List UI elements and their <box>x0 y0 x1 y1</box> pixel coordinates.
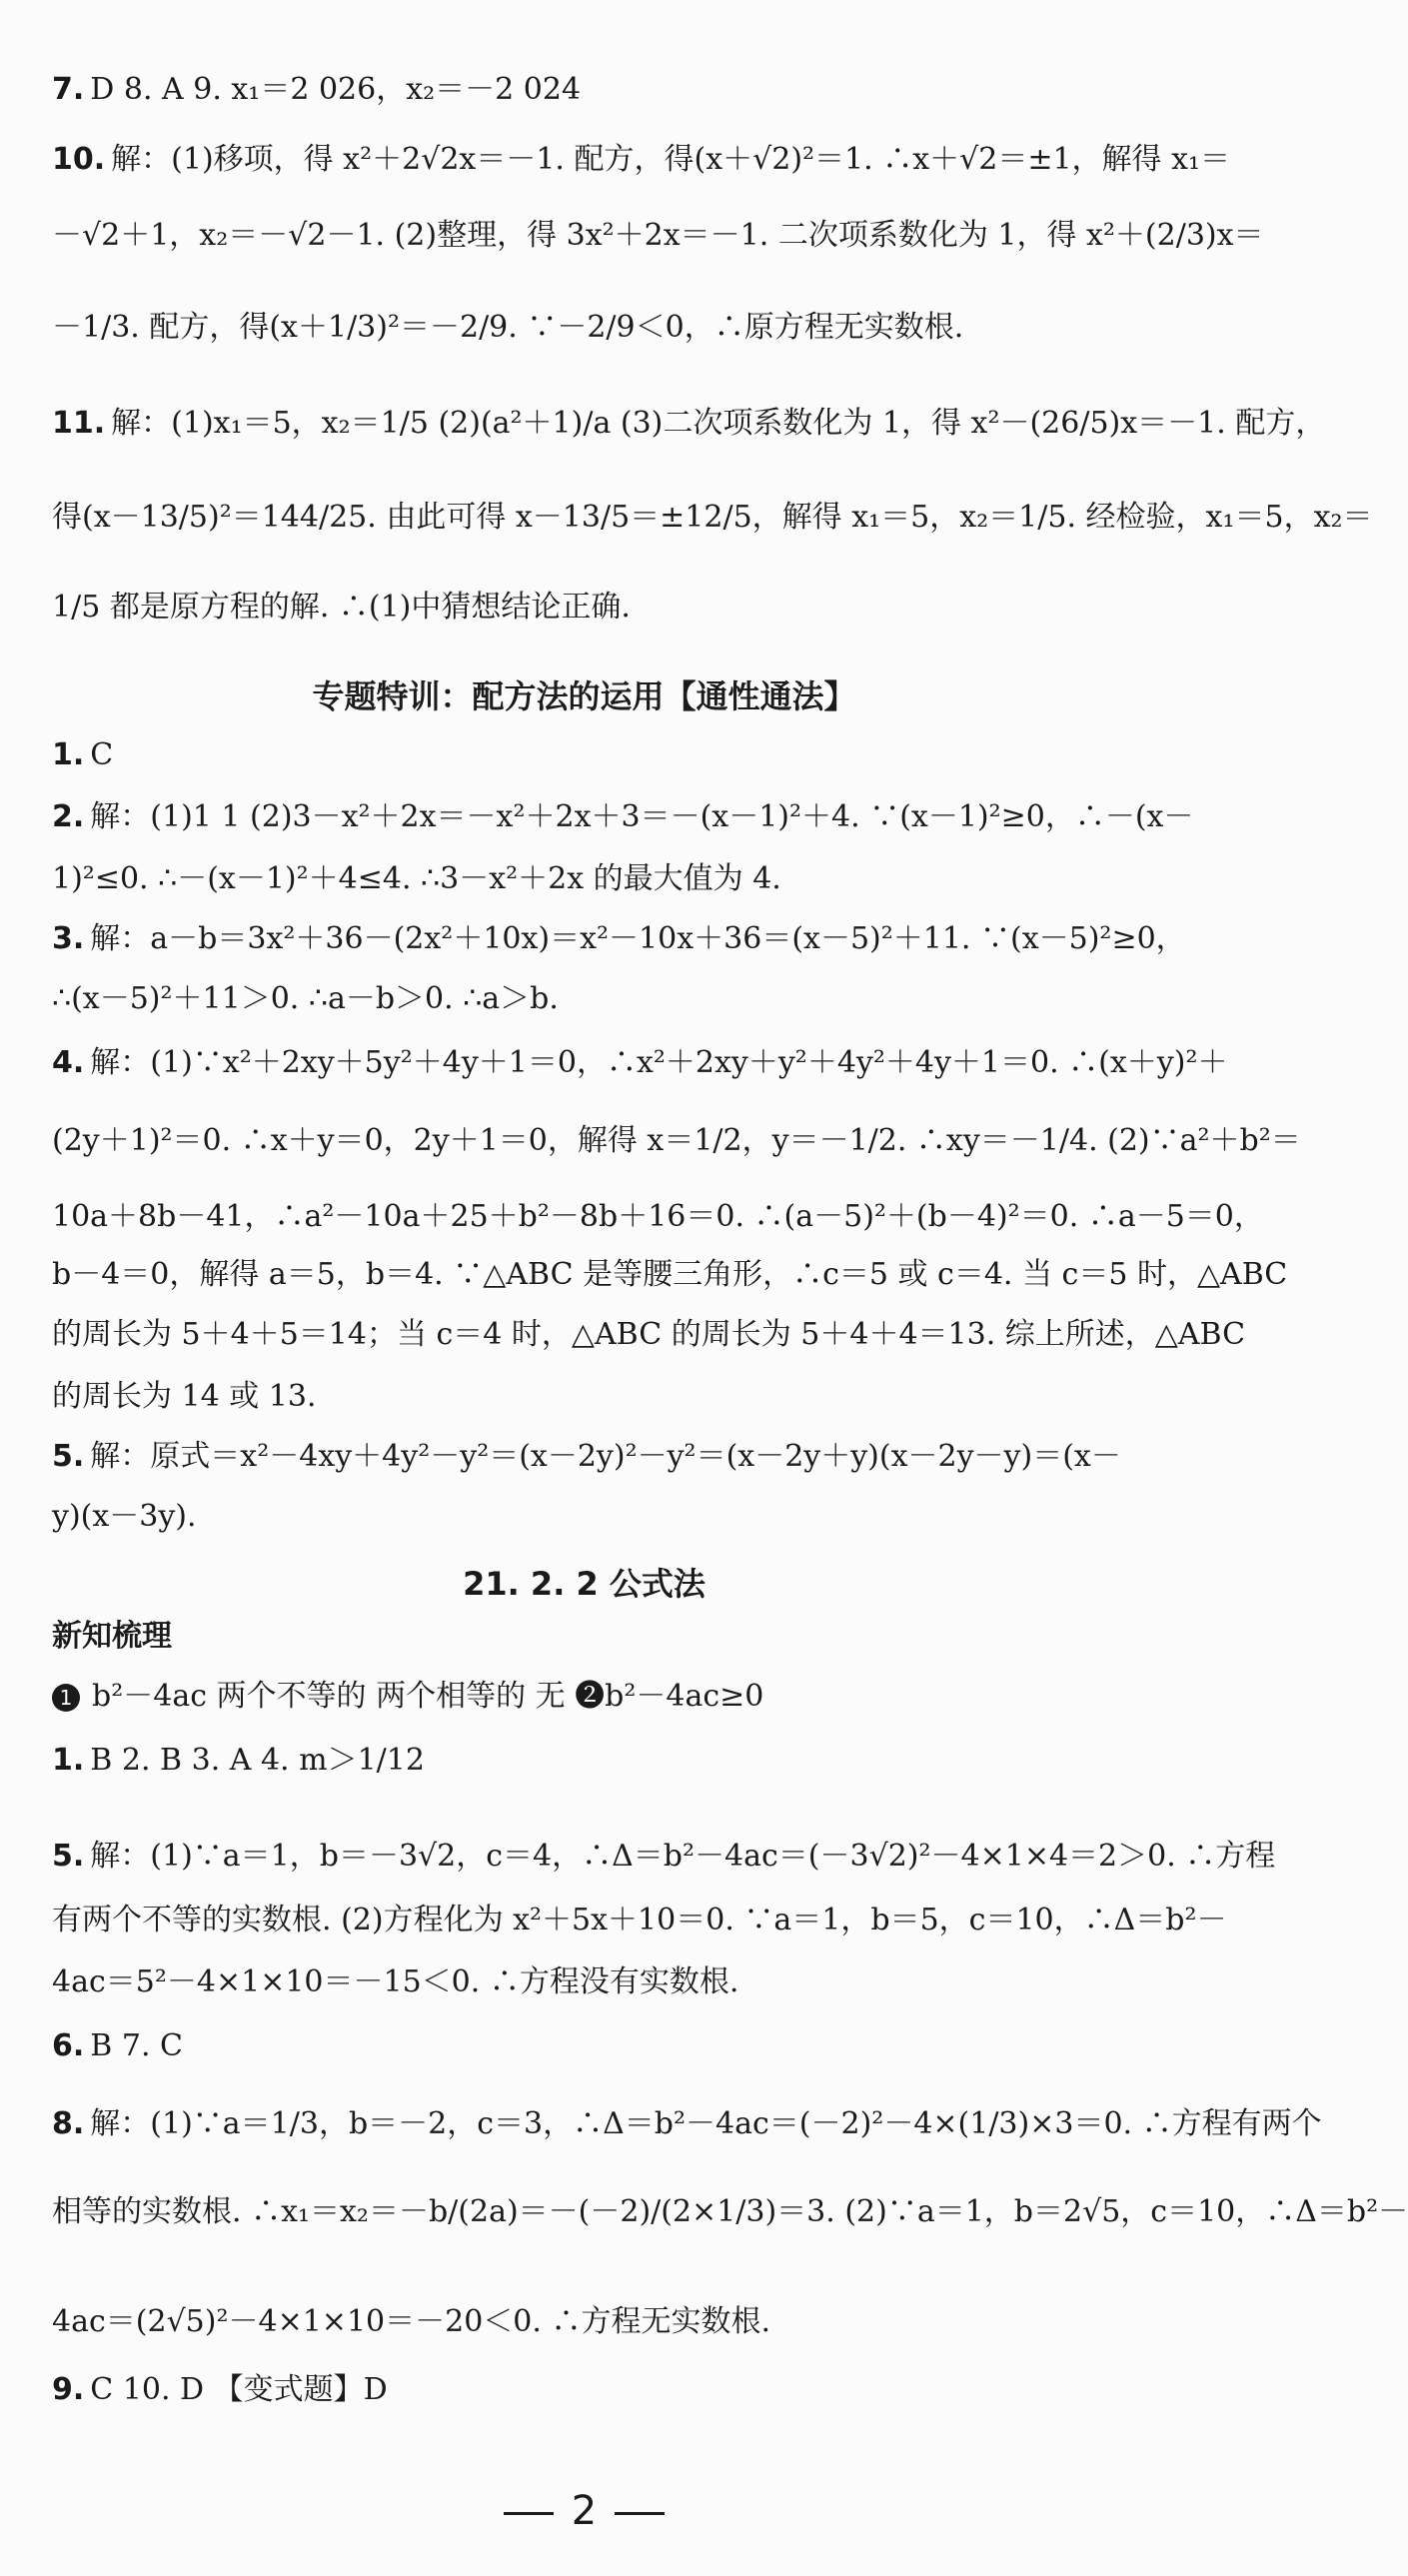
question-number: 3. <box>52 921 85 956</box>
special-training-heading: 专题特训：配方法的运用【通性通法】 <box>312 677 856 715</box>
answer-text: ∴(x－5)²＋11＞0. ∴a－b＞0. ∴a＞b. <box>52 981 559 1016</box>
answer-line <box>52 72 1119 108</box>
page-number: 2 <box>571 2488 598 2534</box>
answer-text: 解：(1)1 1 (2)3－x²＋2x＝－x²＋2x＋3＝－(x－1)²＋4. ∵(x－1)²≥0，∴－(x－ <box>90 799 1194 834</box>
answer-text: 解：(1)x₁＝5，x₂＝1/5 (2)(a²＋1)/a (3)二次项系数化为 1，得 x²－(26/5)x＝－1. 配方， <box>111 406 1326 441</box>
answer-text: b²－4ac 两个不等的 两个相等的 无 ❷b²－4ac≥0 <box>92 1679 764 1714</box>
answer-text: C <box>90 737 114 772</box>
answer-text: 解：(1)移项，得 x²＋2√2x＝－1. 配方，得(x＋√2)²＝1. ∴x＋√2＝±1，解得 x₁＝ <box>111 142 1231 177</box>
question-number: 7. <box>52 72 85 107</box>
circle-one-icon: 1 <box>52 1684 80 1712</box>
question-number: 5. <box>52 1839 85 1874</box>
answer-text: 4ac＝5²－4×1×10＝－15＜0. ∴方程没有实数根. <box>52 1964 739 1999</box>
question-number: 5. <box>52 1439 85 1474</box>
question-number: 1. <box>52 1743 85 1778</box>
answer-text: 1/5 都是原方程的解. ∴(1)中猜想结论正确. <box>52 590 631 625</box>
answer-text: 相等的实数根. ∴x₁＝x₂＝－b/(2a)＝－(－2)/(2×1/3)＝3. (2)∵a＝1，b＝2√5，c＝10，∴Δ＝b²－ <box>52 2194 1408 2229</box>
answer-text: 4ac＝(2√5)²－4×1×10＝－20＜0. ∴方程无实数根. <box>52 2304 770 2339</box>
answer-line <box>52 1903 1227 1938</box>
answer-line <box>52 921 1186 957</box>
dash-right <box>615 2512 665 2515</box>
answer-text: D 8. A 9. x₁＝2 026，x₂＝－2 024 <box>90 72 582 107</box>
answer-text: b－4＝0，解得 a＝5，b＝4. ∵△ABC 是等腰三角形，∴c＝5 或 c＝4. 当 c＝5 时，△ABC <box>52 1257 1288 1292</box>
section-heading: 21. 2. 2 公式法 <box>463 1565 705 1603</box>
answer-text: 得(x－13/5)²＝144/25. 由此可得 x－13/5＝±12/5，解得 x₁＝5，x₂＝1/5. 经检验，x₁＝5，x₂＝ <box>52 500 1373 535</box>
answer-line <box>52 2194 1408 2230</box>
page-footer <box>0 2488 1168 2534</box>
answer-line <box>52 1379 1119 1415</box>
answer-line <box>52 799 1194 835</box>
answer-line <box>92 1679 1159 1715</box>
answer-line <box>52 1439 1119 1475</box>
answer-line <box>52 500 1373 536</box>
answer-line <box>52 2372 1119 2408</box>
question-number: 2. <box>52 799 85 834</box>
dash-left <box>504 2512 554 2515</box>
circle-number-one <box>52 1679 92 1715</box>
answer-line <box>52 1317 1246 1353</box>
answer-line <box>52 1045 1228 1081</box>
answer-text: C 10. D 【变式题】D <box>90 2372 388 2407</box>
answer-text: －1/3. 配方，得(x＋1/3)²＝－2/9. ∵－2/9＜0，∴原方程无实数根. <box>52 310 964 345</box>
answer-text: (2y＋1)²＝0. ∴x＋y＝0，2y＋1＝0，解得 x＝1/2，y＝－1/2. ∴xy＝－1/4. (2)∵a²＋b²＝ <box>52 1123 1301 1158</box>
answer-line <box>52 406 1326 442</box>
question-number: 9. <box>52 2372 85 2407</box>
answer-line <box>52 737 1119 773</box>
answer-line <box>52 861 1119 897</box>
answer-text: 解：(1)∵x²＋2xy＋5y²＋4y＋1＝0，∴x²＋2xy＋y²＋4y²＋4y＋1＝0. ∴(x＋y)²＋ <box>90 1045 1228 1080</box>
new-knowledge-heading: 新知梳理 <box>52 1619 172 1654</box>
answer-text: y)(x－3y). <box>52 1499 197 1534</box>
answer-text: 有两个不等的实数根. (2)方程化为 x²＋5x＋10＝0. ∵a＝1，b＝5，c＝10，∴Δ＝b²－ <box>52 1903 1227 1937</box>
answer-line <box>52 218 1264 254</box>
answer-text: 的周长为 5＋4＋5＝14；当 c＝4 时，△ABC 的周长为 5＋4＋4＝13. 综上所述，△ABC <box>52 1317 1246 1352</box>
answer-text: 1)²≤0. ∴－(x－1)²＋4≤4. ∴3－x²＋2x 的最大值为 4. <box>52 861 781 896</box>
question-number: 1. <box>52 737 85 772</box>
question-number: 4. <box>52 1045 85 1080</box>
answer-line <box>52 1257 1288 1293</box>
answer-line <box>52 1743 1119 1779</box>
answer-text: 的周长为 14 或 13. <box>52 1379 317 1414</box>
answer-line <box>52 981 1119 1017</box>
question-number: 10. <box>52 142 106 177</box>
answer-text: 解：a－b＝3x²＋36－(2x²＋10x)＝x²－10x＋36＝(x－5)²＋11. ∵(x－5)²≥0， <box>90 921 1186 956</box>
answer-text: B 2. B 3. A 4. m＞1/12 <box>90 1743 425 1778</box>
answer-line <box>52 590 1119 626</box>
answer-line <box>52 1199 1264 1235</box>
answer-line <box>52 2304 1119 2340</box>
answer-line <box>52 2028 1119 2064</box>
question-number: 8. <box>52 2106 85 2141</box>
answer-text: B 7. C <box>90 2028 183 2063</box>
answer-text: 10a＋8b－41，∴a²－10a＋25＋b²－8b＋16＝0. ∴(a－5)²＋(b－4)²＝0. ∴a－5＝0， <box>52 1199 1264 1234</box>
answer-line <box>52 1964 1119 2000</box>
answer-line <box>52 142 1231 178</box>
answer-line <box>52 310 1119 346</box>
answer-line <box>52 2106 1322 2142</box>
answer-text: 解：原式＝x²－4xy＋4y²－y²＝(x－2y)²－y²＝(x－2y＋y)(x－2y－y)＝(x－ <box>90 1439 1121 1474</box>
answer-line <box>52 1123 1301 1159</box>
question-number: 11. <box>52 406 106 441</box>
answer-text: 解：(1)∵a＝1，b＝－3√2，c＝4，∴Δ＝b²－4ac＝(－3√2)²－4×1×4＝2＞0. ∴方程 <box>90 1839 1276 1874</box>
question-number: 6. <box>52 2028 85 2063</box>
answer-text: －√2＋1，x₂＝－√2－1. (2)整理，得 3x²＋2x＝－1. 二次项系数化为 1，得 x²＋(2/3)x＝ <box>52 218 1264 253</box>
answer-line <box>52 1499 1119 1535</box>
answer-text: 解：(1)∵a＝1/3，b＝－2，c＝3，∴Δ＝b²－4ac＝(－2)²－4×(1/3)×3＝0. ∴方程有两个 <box>90 2106 1322 2141</box>
answer-line <box>52 1839 1276 1875</box>
